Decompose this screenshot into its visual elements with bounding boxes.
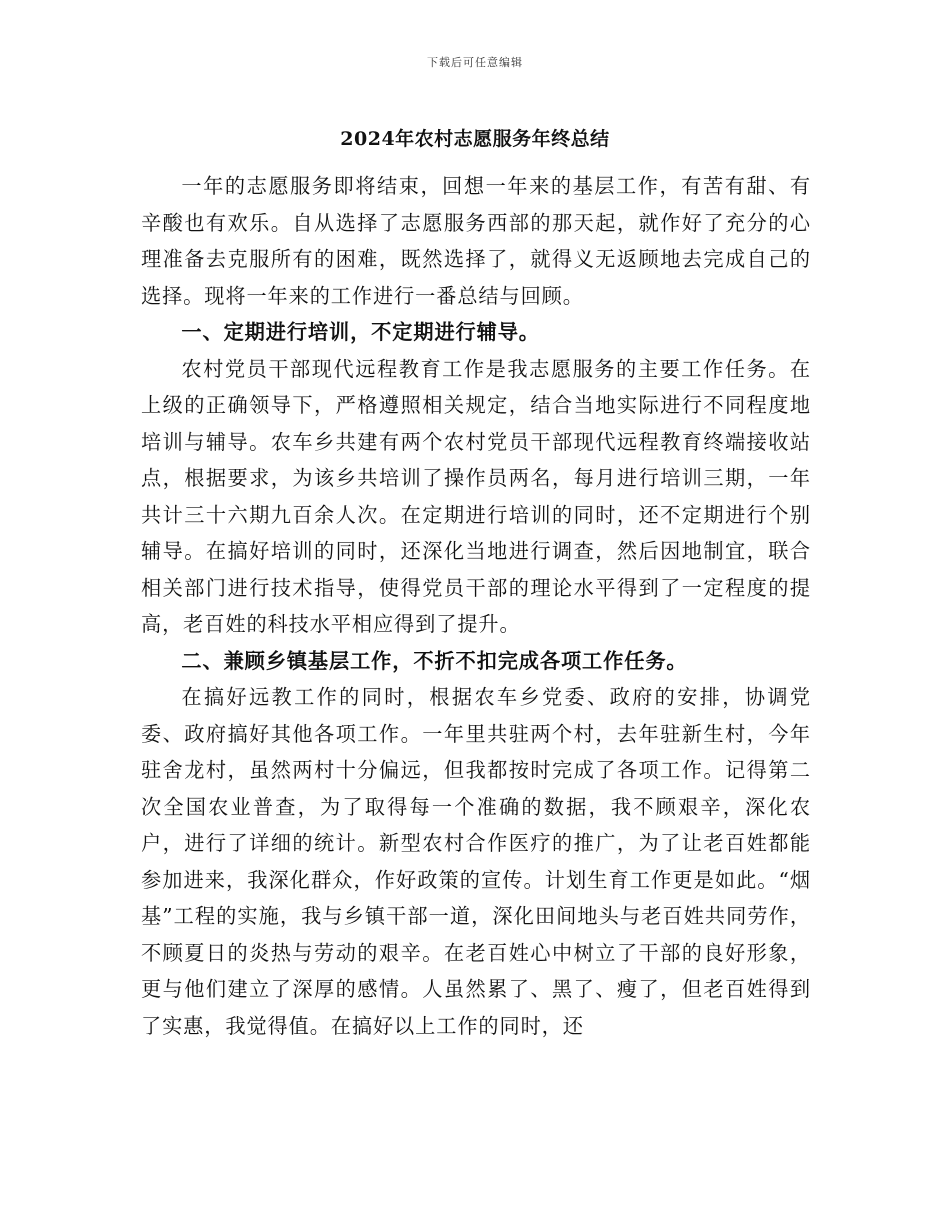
document-body xyxy=(141,168,811,1044)
header-note: 下载后可任意编辑 xyxy=(427,56,523,69)
section-paragraph-2: 在搞好远教工作的同时，根据农车乡党委、政府的安排，协调党委、政府搞好其他各项工作。一年里共驻两个村，去年驻新生村，今年驻舍龙村，虽然两村十分偏远，但我都按时完成了各项工作。记得第二次全国农业普查，为了取得每一个准确的数据，我不顾艰辛，深化农户，进行了详细的统计。新型农村合作医疗的推广，为了让老百姓都能参加进来，我深化群众，作好政策的宣传。计划生育工作更是如此。“烟基”工程的实施，我与乡镇干部一道，深化田间地头与老百姓共同劳作，不顾夏日的炎热与劳动的艰辛。在老百姓心中树立了干部的良好形象，更与他们建立了深厚的感情。人虽然累了、黑了、瘦了，但老百姓得到了实惠，我觉得值。在搞好以上工作的同时，还 xyxy=(141,685,811,1038)
section-heading-1: 一、定期进行培训，不定期进行辅导。 xyxy=(181,320,540,344)
section-heading-2: 二、兼顾乡镇基层工作，不折不扣完成各项工作任务。 xyxy=(181,648,688,673)
intro-paragraph: 一年的志愿服务即将结束，回想一年来的基层工作，有苦有甜、有辛酸也有欢乐。自从选择了志愿服务西部的那天起，就作好了充分的心理准备去克服所有的困难，既然选择了，就得义无返顾地去完成自己的选择。现将一年来的工作进行一番总结与回顾。 xyxy=(141,174,811,308)
document-title: 2024年农村志愿服务年终总结 xyxy=(340,128,610,150)
section-paragraph-1: 农村党员干部现代远程教育工作是我志愿服务的主要工作任务。在上级的正确领导下，严格遵照相关规定，结合当地实际进行不同程度地培训与辅导。农车乡共建有两个农村党员干部现代远程教育终端接收站点，根据要求，为该乡共培训了操作员两名，每月进行培训三期，一年共计三十六期九百余人次。在定期进行培训的同时，还不定期进行个别辅导。在搞好培训的同时，还深化当地进行调查，然后因地制宜，联合相关部门进行技术指导，使得党员干部的理论水平得到了一定程度的提高，老百姓的科技水平相应得到了提升。 xyxy=(141,356,811,636)
